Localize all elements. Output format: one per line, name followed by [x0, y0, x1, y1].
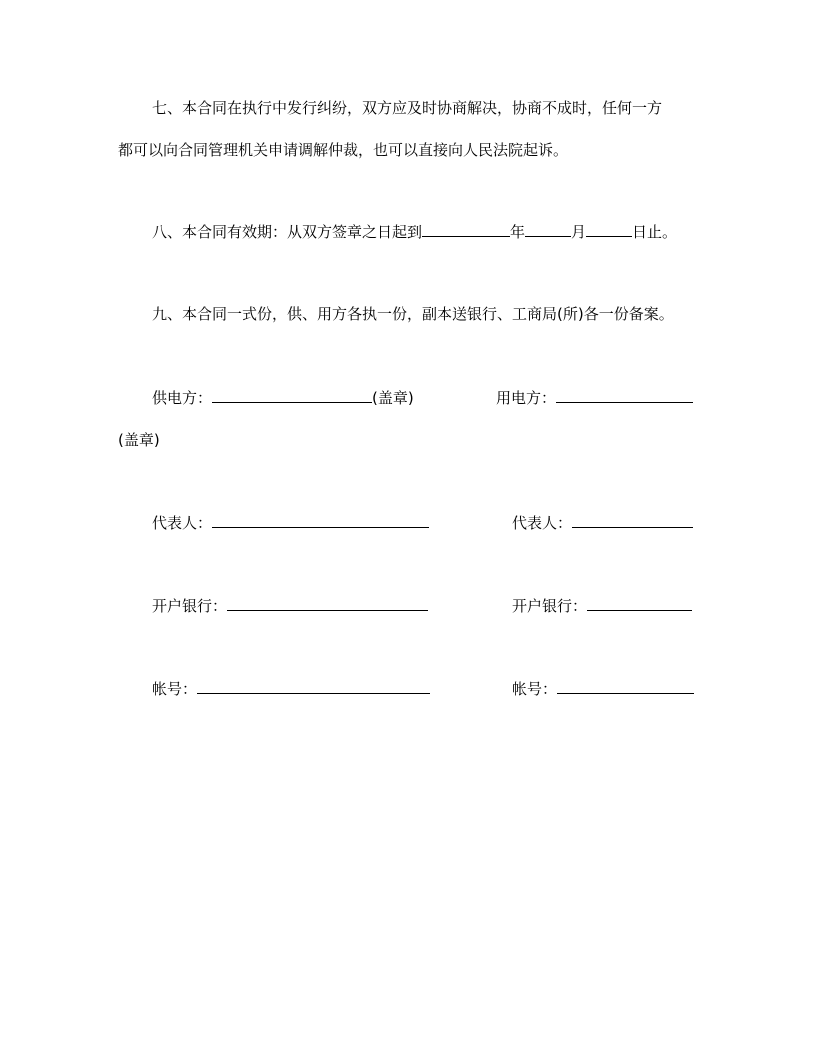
clause-8	[152, 222, 677, 242]
user-label: 用电方：	[496, 389, 557, 407]
clause-7-line-1: 七、本合同在执行中发行纠纷，双方应及时协商解决，协商不成时，任何一方	[152, 99, 663, 117]
rep-label: 代表人：	[152, 514, 213, 532]
user-account-blank[interactable]	[557, 679, 694, 694]
day-suffix: 日止。	[632, 223, 678, 241]
supplier-representative	[152, 513, 429, 533]
user-signature	[496, 388, 693, 408]
end-day-blank[interactable]	[586, 222, 632, 237]
supplier-bank	[152, 596, 428, 616]
clause-7-line-2: 都可以向合同管理机关申请调解仲裁，也可以直接向人民法院起诉。	[118, 141, 569, 159]
supplier-seal-label: (盖章)	[372, 389, 414, 407]
supplier-account-blank[interactable]	[197, 679, 430, 694]
account-label: 帐号：	[152, 680, 198, 698]
supplier-bank-blank[interactable]	[227, 596, 428, 611]
bank-label-2: 开户银行：	[512, 597, 588, 615]
end-month-blank[interactable]	[525, 222, 571, 237]
user-bank	[512, 596, 692, 616]
user-account	[512, 679, 694, 699]
month-label: 月	[571, 223, 587, 241]
user-blank[interactable]	[556, 388, 693, 403]
year-label: 年	[510, 223, 526, 241]
supplier-blank[interactable]	[212, 388, 372, 403]
supplier-label: 供电方：	[152, 389, 213, 407]
supplier-rep-blank[interactable]	[212, 513, 429, 528]
user-rep-blank[interactable]	[572, 513, 693, 528]
end-year-blank[interactable]	[422, 222, 510, 237]
supplier-account	[152, 679, 430, 699]
bank-label: 开户银行：	[152, 597, 228, 615]
rep-label-2: 代表人：	[512, 514, 573, 532]
user-bank-blank[interactable]	[587, 596, 692, 611]
user-representative	[512, 513, 693, 533]
user-seal-label: (盖章)	[118, 431, 160, 449]
supplier-signature	[152, 388, 414, 408]
clause-8-prefix: 八、本合同有效期：从双方签章之日起到	[152, 223, 423, 241]
account-label-2: 帐号：	[512, 680, 558, 698]
clause-9: 九、本合同一式份，供、用方各执一份，副本送银行、工商局(所)各一份备案。	[152, 305, 674, 323]
